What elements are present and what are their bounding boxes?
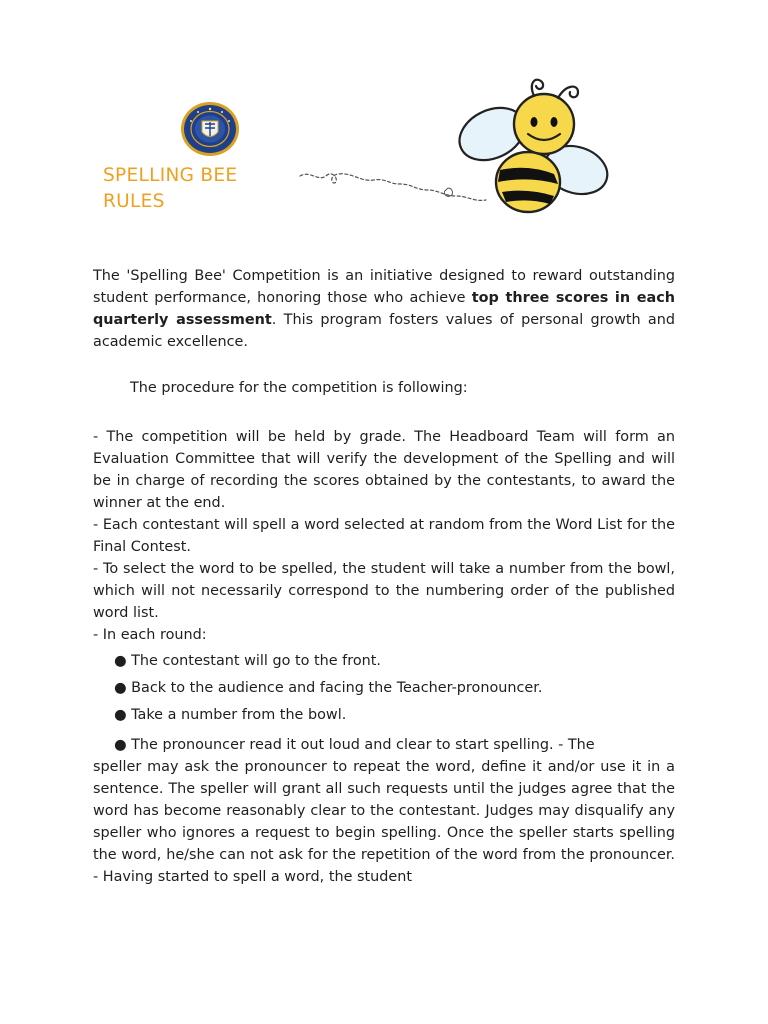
round-step-item: ● Take a number from the bowl. — [114, 707, 347, 723]
intro-text-end: . This program fosters values of personal growth and academic excellence. — [93, 312, 675, 350]
last-step-continuation: speller may ask the pronouncer to repeat the word, define it and/or use it in a sentence. The speller will grant all such requests until the judges agree that the word has become reasonably clear to the contestant. Judges may disqualify any speller who ignores a request to begin spelling. Once the speller starts spelling the word, he/she can not ask for the repetition of the word from the pronouncer. - Having started to spell a word, the student — [93, 759, 675, 885]
rule-item: - To select the word to be spelled, the student will take a number from the bowl, which will not necessarily correspond to the numbering order of the published word list. — [93, 561, 675, 621]
round-step-item: ● The contestant will go to the front. — [114, 653, 381, 669]
bee-illustration — [296, 72, 626, 214]
round-step-item: ● Back to the audience and facing the Teacher-pronouncer. — [114, 680, 543, 696]
title-line-2: RULES — [103, 191, 165, 212]
last-step-first-line: ● The pronouncer read it out loud and clear to start spelling. - The — [114, 737, 595, 753]
intro-paragraph — [93, 265, 675, 353]
round-step-item-last — [93, 734, 675, 888]
rule-item: - The competition will be held by grade. The Headboard Team will form an Evaluation Committee that will verify the development of the Spelling and will be in charge of recording the scores obtained by the contestants, to award the winner at the end. — [93, 429, 675, 511]
school-crest-logo — [180, 101, 240, 157]
round-steps-list — [93, 650, 675, 888]
document-body — [93, 265, 675, 893]
rules-list — [93, 426, 675, 646]
title-line-1: SPELLING BEE — [103, 165, 238, 186]
rule-item: - Each contestant will spell a word selected at random from the Word List for the Final Contest. — [93, 517, 675, 555]
rule-item: - In each round: — [93, 627, 207, 643]
intro-highlight: top three scores in each quarterly assessment — [93, 290, 675, 328]
page-title — [103, 163, 283, 215]
procedure-intro: The procedure for the competition is following: — [130, 380, 468, 396]
intro-text-start: The 'Spelling Bee' Competition is an initiative designed to reward outstanding student performance, honoring those who achieve — [93, 268, 675, 306]
